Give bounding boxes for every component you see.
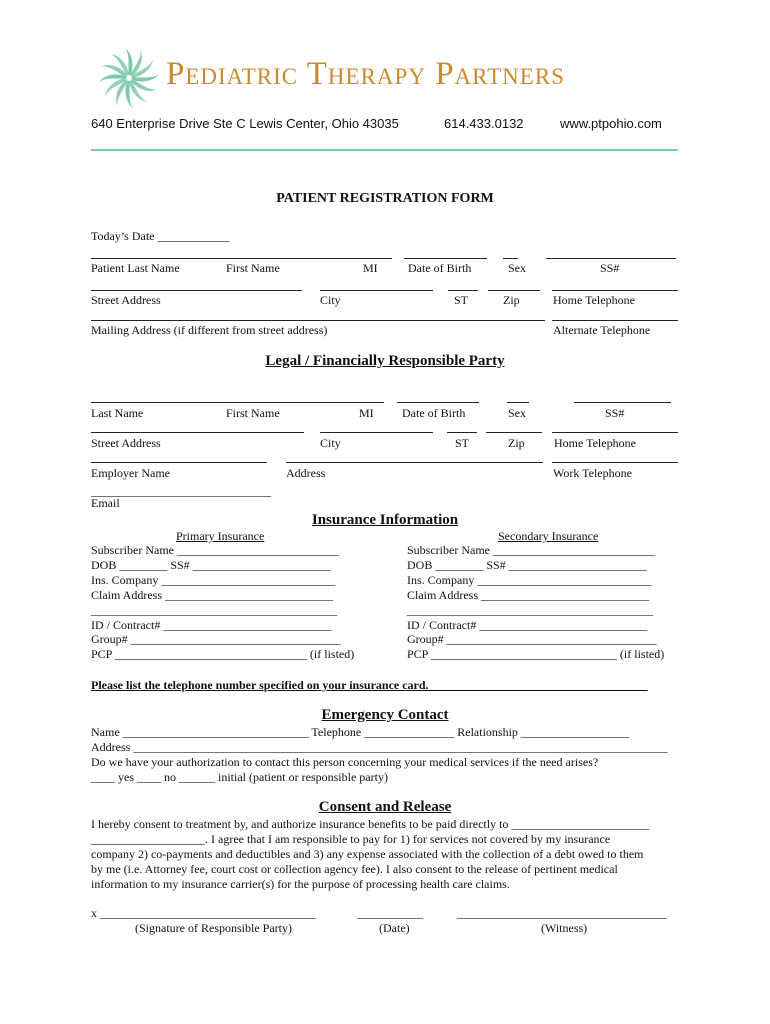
patient-street-label: Street Address [91,293,161,307]
legal-work-tel-label: Work Telephone [553,466,632,480]
legal-street-line[interactable] [91,432,304,433]
patient-home-tel-label: Home Telephone [553,293,635,307]
patient-last-name-label: Patient Last Name [91,261,180,275]
legal-st-line[interactable] [447,432,477,433]
legal-st-label: ST [455,436,470,450]
patient-city-label: City [320,293,341,307]
signature-label: (Signature of Responsible Party) [135,921,292,935]
legal-heading: Legal / Financially Responsible Party [265,353,505,369]
secondary-claim-line2[interactable]: _________________________________________ [407,603,653,617]
patient-alt-tel-label: Alternate Telephone [553,323,651,337]
legal-zip-label: Zip [508,436,525,450]
legal-sex-label: Sex [508,406,526,420]
primary-contract-field[interactable]: ID / Contract# ____________________________ [91,618,332,632]
patient-st-label: ST [454,293,469,307]
legal-street-label: Street Address [91,436,161,450]
witness-label: (Witness) [541,921,588,935]
primary-company-field[interactable]: Ins. Company _____________________________ [91,573,336,587]
todays-date-field[interactable]: Today’s Date ____________ [91,229,230,243]
primary-insurance-title: Primary Insurance [176,529,265,543]
secondary-insurance-title: Secondary Insurance [498,529,599,543]
insurance-phone-note-text: Please list the telephone number specified on your insurance card. [91,678,429,692]
legal-mi-label: MI [359,406,374,420]
patient-first-name-label: First Name [226,261,280,275]
witness-line[interactable]: ___________________________________ [457,906,667,920]
company-phone: 614.433.0132 [444,116,524,131]
consent-paragraph-line2: ___________________. I agree that I am responsible to pay for 1) for services not covered by my insurance [91,832,611,846]
patient-zip-line[interactable] [488,290,540,291]
insurance-heading: Insurance Information [311,512,459,528]
secondary-contract-field[interactable]: ID / Contract# ____________________________ [407,618,648,632]
secondary-company-field[interactable]: Ins. Company _____________________________ [407,573,652,587]
patient-ss-label: SS# [600,261,620,275]
primary-pcp-field[interactable]: PCP ________________________________ (if listed) [91,647,355,661]
primary-subscriber-field[interactable]: Subscriber Name ___________________________ [91,543,339,557]
legal-city-label: City [320,436,341,450]
header-divider [91,149,678,151]
emergency-heading: Emergency Contact [321,707,449,723]
legal-dob-label: Date of Birth [402,406,466,420]
form-title: PATIENT REGISTRATION FORM [276,191,494,206]
emergency-name-phone-field[interactable]: Name _______________________________ Telephone _______________ Relationship __________________ [91,725,629,739]
emergency-address-field[interactable]: Address _________________________________________________________________________________________ [91,740,668,754]
patient-mailing-line[interactable] [91,320,545,321]
date-line[interactable]: ___________ [357,906,423,920]
legal-dob-line[interactable] [397,402,479,403]
legal-zip-line[interactable] [486,432,542,433]
consent-paragraph-line5: information to my insurance carrier(s) for the purpose of processing health care claims. [91,877,510,891]
legal-first-name-label: First Name [226,406,280,420]
legal-last-name-label: Last Name [91,406,144,420]
emergency-authorization-answer[interactable]: ____ yes ____ no ______ initial (patient or responsible party) [91,770,388,784]
primary-claim-field[interactable]: Claim Address ____________________________ [91,588,333,602]
emergency-question: Do we have your authorization to contact this person concerning your medical services if the need arises? [91,755,599,769]
patient-dob-line[interactable] [404,258,487,259]
patient-home-tel-line[interactable] [552,290,678,291]
legal-home-tel-line[interactable] [552,432,678,433]
patient-street-line[interactable] [91,290,302,291]
signature-line[interactable]: x ____________________________________ [91,906,316,920]
patient-mailing-label: Mailing Address (if different from street address) [91,323,328,337]
legal-address-line[interactable] [286,462,543,463]
secondary-claim-field[interactable]: Claim Address ____________________________ [407,588,649,602]
legal-home-tel-label: Home Telephone [554,436,636,450]
logo-pinwheel-icon [97,46,161,110]
legal-employer-line[interactable] [91,462,267,463]
secondary-pcp-field[interactable]: PCP _______________________________ (if listed) [407,647,665,661]
secondary-dob-ss-field[interactable]: DOB ________ SS# _______________________ [407,558,647,572]
patient-name-line[interactable] [91,258,392,259]
consent-paragraph-line4: by me (i.e. Attorney fee, court cost or collection agency fee). I also consent to the release of pertinent medical [91,862,618,876]
patient-city-line[interactable] [320,290,433,291]
legal-address-label: Address [286,466,326,480]
patient-mi-label: MI [363,261,378,275]
consent-paragraph-line1: I hereby consent to treatment by, and authorize insurance benefits to be paid directly to _______________________ [91,817,650,831]
company-name: Pediatric Therapy Partners [166,56,565,92]
patient-sex-label: Sex [508,261,526,275]
legal-city-line[interactable] [320,432,433,433]
legal-work-tel-line[interactable] [552,462,678,463]
insurance-phone-note [91,678,648,692]
patient-ss-line[interactable] [546,258,676,259]
consent-paragraph-line3: company 2) co-payments and deductibles and 3) any expense associated with the collection of a debt owed to them [91,847,644,861]
date-label: (Date) [379,921,410,935]
consent-heading: Consent and Release [318,799,452,815]
primary-claim-line2[interactable]: _________________________________________ [91,603,337,617]
patient-zip-label: Zip [503,293,520,307]
patient-dob-label: Date of Birth [408,261,472,275]
patient-st-line[interactable] [448,290,478,291]
patient-alt-tel-line[interactable] [552,320,678,321]
company-website[interactable]: www.ptpohio.com [560,116,662,131]
legal-ss-line[interactable] [574,402,671,403]
legal-sex-line[interactable] [507,402,529,403]
legal-name-line[interactable] [91,402,384,403]
patient-sex-line[interactable] [503,258,518,259]
secondary-subscriber-field[interactable]: Subscriber Name ___________________________ [407,543,655,557]
company-address: 640 Enterprise Drive Ste C Lewis Center, Ohio 43035 [91,116,399,131]
insurance-phone-line[interactable]: ____________________________________ [431,678,648,692]
legal-ss-label: SS# [605,406,625,420]
legal-employer-label: Employer Name [91,466,170,480]
legal-email-label: Email [91,496,120,510]
secondary-group-field[interactable]: Group# ___________________________________ [407,632,657,646]
legal-email-field[interactable]: ______________________________ [91,484,271,498]
primary-group-field[interactable]: Group# ___________________________________ [91,632,341,646]
primary-dob-ss-field[interactable]: DOB ________ SS# _______________________ [91,558,331,572]
